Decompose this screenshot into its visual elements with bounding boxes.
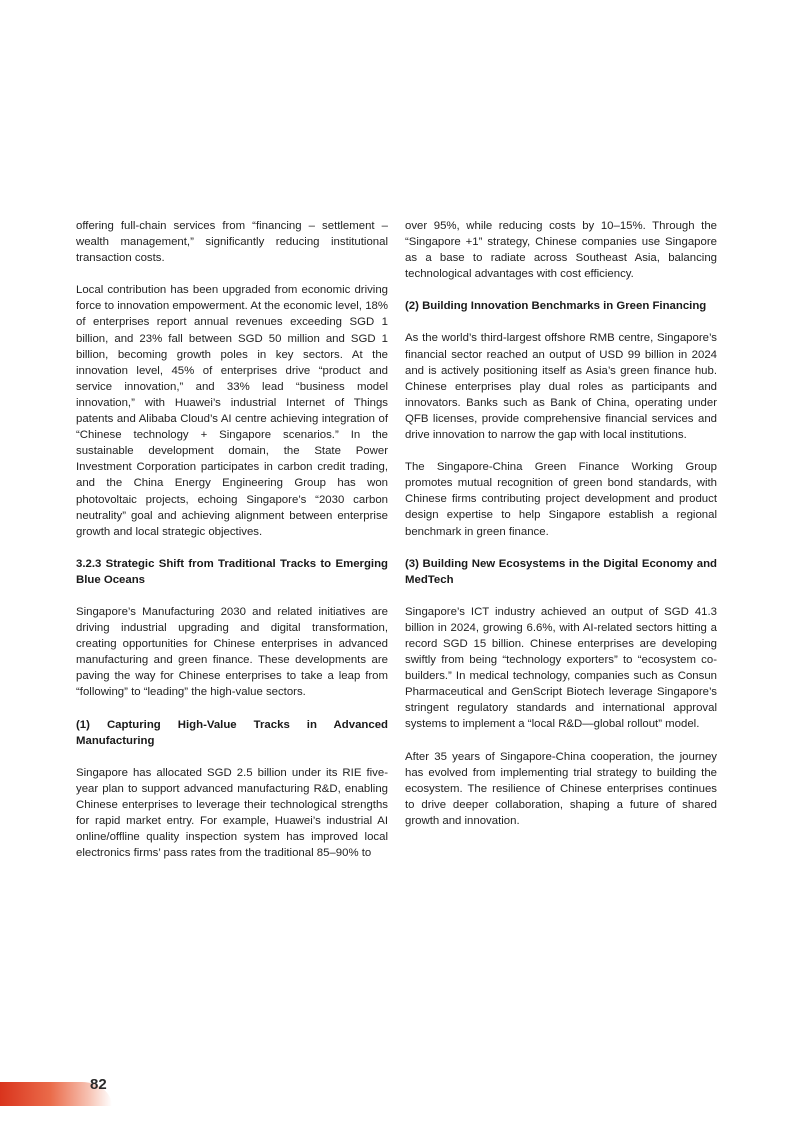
right-paragraph-2: As the world’s third-largest offshore RMB centre, Singapore’s financial sector reached an output of USD 99 billion in 2024 and is actively positioning itself as Asia’s green finance hub. Chinese enterprises play dual roles as participants and innovators. Banks such as Bank of China, operating under QFB licenses, provide comprehensive financial services and drive innovation to narrow the gap with local institutions. <box>405 332 717 442</box>
left-paragraph-3: Singapore’s Manufacturing 2030 and related initiatives are driving industrial upgrading and digital transformation, creating opportunities for Chinese enterprises in advanced manufacturing and green finance. These developments are paving the way for Chinese enterprises to take a leap from “following” to “leading” the high-value sectors. <box>76 605 388 699</box>
right-paragraph-4: Singapore’s ICT industry achieved an output of SGD 41.3 billion in 2024, growing 6.6%, with AI-related sectors hitting a record SGD 15 billion. Chinese enterprises are developing swiftly from being “technology exporters” to “ecosystem co-builders.” In medical technology, companies such as Consun Pharmaceutical and GenScript Biotech leverage Singapore’s stringent regulatory standards and international approval systems to implement a “local R&D—global rollout” model. <box>405 605 717 731</box>
left-paragraph-2: Local contribution has been upgraded from economic driving force to innovation empowerment. At the economic level, 18% of enterprises report annual revenues exceeding SGD 1 billion, and 23% fall between SGD 50 million and SGD 1 billion, becoming growth poles in key sectors. At the innovation level, 45% of enterprises drive “product and service innovation,” and 33% lead “business model innovation,” with Huawei’s industrial Internet of Things patents and Alibaba Cloud’s AI centre achieving integration of “Chinese technology + Singapore scenarios.” In the sustainable development domain, the State Power Investment Corporation participates in carbon credit trading, and the China Energy Engineering Group has won photovoltaic projects, echoing Singapore’s “2030 carbon neutrality” goal and achieving alignment between enterprise growth and local strategic objectives. <box>76 284 388 538</box>
right-paragraph-3: The Singapore-China Green Finance Working Group promotes mutual recognition of green bond standards, with Chinese firms contributing project development and product design expertise to help Singapore establish a regional benchmark in green finance. <box>405 461 717 538</box>
right-paragraph-5: After 35 years of Singapore-China cooperation, the journey has evolved from implementing trial strategy to building the ecosystem. The resilience of Chinese enterprises continues to drive deeper collaboration, shaping a future of shared growth and innovation. <box>405 750 717 827</box>
left-column <box>76 218 388 877</box>
subheading-digital-economy-medtech: (3) Building New Ecosystems in the Digital Economy and MedTech <box>405 557 717 586</box>
subheading-green-financing: (2) Building Innovation Benchmarks in Green Financing <box>405 300 707 313</box>
page-number: 82 <box>90 1076 107 1093</box>
section-heading-3-2-3: 3.2.3 Strategic Shift from Traditional Tracks to Emerging Blue Oceans <box>76 557 388 586</box>
subheading-advanced-manufacturing: (1) Capturing High-Value Tracks in Advanced Manufacturing <box>76 718 388 747</box>
right-column <box>405 218 717 845</box>
left-paragraph-1: offering full-chain services from “financing – settlement – wealth management,” significantly reducing institutional transaction costs. <box>76 220 388 265</box>
left-paragraph-4: Singapore has allocated SGD 2.5 billion under its RIE five-year plan to support advanced manufacturing R&D, enabling Chinese enterprises to leverage their technological strengths for rapid market entry. For example, Huawei’s industrial AI online/offline quality inspection system has improved local electronics firms’ pass rates from the traditional 85–90% to <box>76 766 388 860</box>
right-paragraph-1: over 95%, while reducing costs by 10–15%. Through the “Singapore +1” strategy, Chinese companies use Singapore as a base to radiate across Southeast Asia, balancing technological advantages with cost efficiency. <box>405 220 717 281</box>
